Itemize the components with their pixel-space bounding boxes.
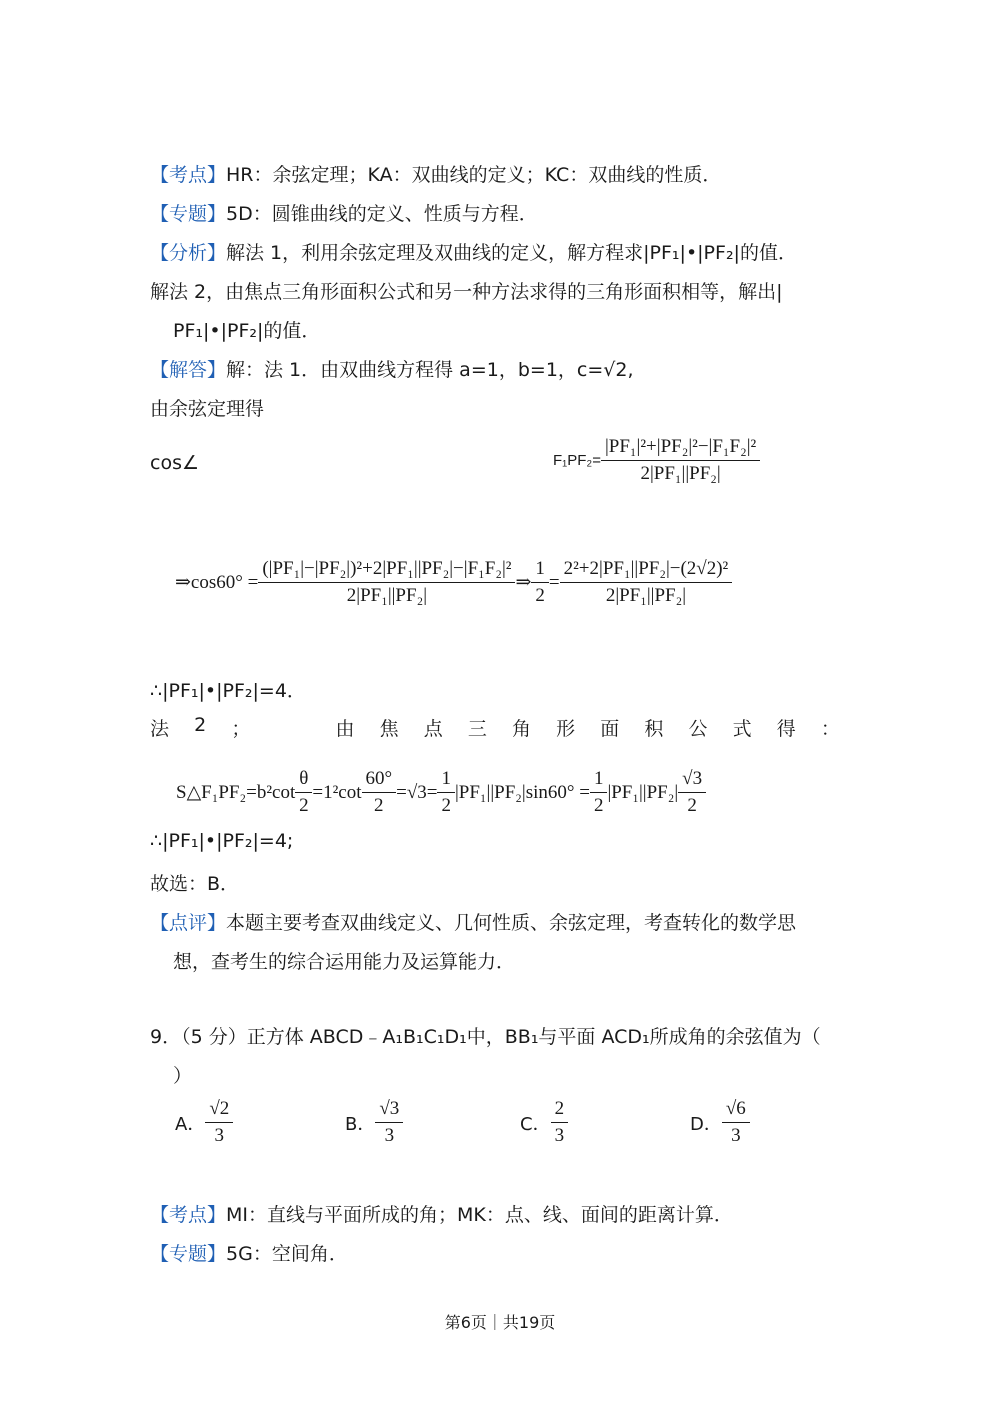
- area-equation: [176, 768, 706, 817]
- area-f1-numerator: θ: [295, 768, 312, 793]
- area-f3-numerator: 1: [437, 768, 455, 793]
- option-numerator: 2: [551, 1098, 569, 1123]
- area-f2-denominator: 2: [374, 795, 384, 816]
- fenxi-line-3: PF₁|•|PF₂|的值．: [173, 320, 321, 342]
- question-9-stem: 9．（5 分）正方体 ABCD﹣A₁B₁C₁D₁中，BB₁与平面 ACD₁所成角的余弦值为（: [150, 1026, 821, 1048]
- eq2-left-numerator: (|PF₁|−|PF₂|)²+2|PF₁||PF₂|−|F₁F₂|²: [258, 558, 515, 583]
- area-f4-numerator: 1: [590, 768, 608, 793]
- area-fraction-1: [295, 768, 312, 817]
- eq2-fraction-left: [258, 558, 515, 607]
- option-numerator: √3: [375, 1098, 403, 1123]
- option-denominator: 3: [731, 1125, 741, 1146]
- fa2-char: 形: [556, 718, 576, 740]
- eq2-lhs: ⇒cos60° =: [175, 572, 259, 593]
- page-footer: 第6页｜共19页: [444, 1313, 556, 1332]
- area-lhs: S△F₁PF₂=b²cot: [176, 782, 296, 803]
- option-denominator: 3: [384, 1125, 395, 1146]
- fenxi-tag: 【分析】: [150, 242, 227, 264]
- option-denominator: 3: [214, 1125, 225, 1146]
- zhuanti-text: 5D：圆锥曲线的定义、性质与方程．: [226, 203, 538, 225]
- dianping-line-2: 想，查考生的综合运用能力及运算能力．: [173, 951, 516, 973]
- kaodian-text: HR：余弦定理；KA：双曲线的定义；KC：双曲线的性质．: [226, 164, 722, 186]
- eq2-equals: =: [548, 571, 560, 593]
- fa2-char: 式: [732, 718, 752, 740]
- area-f2-numerator: 60°: [362, 768, 397, 793]
- area-mid-1: =1²cot: [312, 781, 362, 803]
- jieda-text: 解：法 1．由双曲线方程得 a=1，b=1，c=√2,: [226, 359, 634, 381]
- fa2-char: 得: [776, 718, 796, 740]
- result-2: ∴|PF₁|•|PF₂|=4;: [150, 830, 294, 852]
- fa2-char: 面: [600, 718, 620, 740]
- dianping-text: 本题主要考查双曲线定义、几何性质、余弦定理，考查转化的数学思: [226, 912, 797, 934]
- fa2-char: 三: [467, 718, 487, 740]
- option-label: D．: [690, 1113, 722, 1135]
- option-b[interactable]: [345, 1098, 403, 1147]
- eq2-left-denominator: 2|PF₁||PF₂|: [346, 585, 427, 606]
- fa2-char: 焦: [379, 718, 399, 740]
- fa2-char: 2: [194, 714, 207, 736]
- option-a[interactable]: [175, 1098, 233, 1147]
- option-label: A．: [175, 1113, 206, 1135]
- equation-2: [175, 558, 732, 607]
- eq2-implies: ⇒: [515, 572, 532, 593]
- option-d[interactable]: [690, 1098, 750, 1147]
- fa2-char: 积: [644, 718, 664, 740]
- zhuanti-2-tag: 【专题】: [150, 1243, 227, 1265]
- zhuanti-2-text: 5G：空间角．: [226, 1243, 348, 1265]
- option-fraction: [375, 1098, 403, 1147]
- option-label: B．: [345, 1113, 376, 1135]
- zhuanti-tag: 【专题】: [150, 203, 227, 225]
- option-numerator: √6: [722, 1098, 750, 1123]
- equation-1: [553, 436, 760, 485]
- eq2-half-numerator: 1: [531, 558, 549, 583]
- option-fraction: [551, 1098, 569, 1147]
- fenxi-line: [150, 238, 797, 265]
- area-f4-denominator: 2: [593, 795, 604, 816]
- fa2-char: 由: [335, 718, 355, 740]
- fa2-line: [150, 714, 840, 741]
- area-fraction-2: [362, 768, 397, 817]
- option-denominator: 3: [554, 1125, 565, 1146]
- fa2-char: ；: [231, 718, 251, 740]
- fa2-char: ：: [820, 718, 840, 740]
- kaodian-2-text: MI：直线与平面所成的角；MK：点、线、面间的距离计算．: [226, 1204, 733, 1226]
- eq1-numerator: |PF₁|²+|PF₂|²−|F₁F₂|²: [601, 436, 760, 461]
- area-fraction-3: [437, 768, 455, 817]
- fa2-char: 角: [511, 718, 531, 740]
- area-f5-denominator: 2: [687, 795, 697, 816]
- jieda-tag: 【解答】: [150, 359, 227, 381]
- eq1-fraction: [601, 436, 760, 485]
- option-label: C．: [520, 1113, 551, 1135]
- kaodian-tag: 【考点】: [150, 164, 227, 186]
- cos-label: cos∠: [150, 452, 200, 474]
- eq2-fraction-half: [531, 558, 549, 607]
- option-c[interactable]: [520, 1098, 568, 1147]
- jieda-line: [150, 355, 634, 382]
- area-f5-numerator: √3: [678, 768, 706, 793]
- area-f1-denominator: 2: [299, 795, 309, 816]
- area-mid-4: |PF₁||PF₂|: [607, 781, 679, 803]
- fa2-char: 点: [423, 718, 443, 740]
- eq2-fraction-right: [560, 558, 733, 607]
- area-fraction-4: [590, 768, 608, 817]
- zhuanti-2-line: [150, 1239, 348, 1266]
- option-fraction: [722, 1098, 750, 1147]
- dianping-line: [150, 908, 796, 935]
- kaodian-line: [150, 160, 721, 187]
- zhuanti-line: [150, 199, 538, 226]
- area-mid-3: |PF₁||PF₂|sin60° =: [454, 781, 590, 803]
- eq1-denominator: 2|PF₁||PF₂|: [640, 463, 721, 484]
- answer-line: 故选：B．: [150, 873, 240, 895]
- eq1-lhs: F₁PF₂=: [553, 452, 601, 469]
- fenxi-line-2: 解法 2，由焦点三角形面积公式和另一种方法求得的三角形面积相等，解出|: [150, 281, 783, 303]
- option-numerator: √2: [205, 1098, 233, 1123]
- option-fraction: [205, 1098, 233, 1147]
- area-f3-denominator: 2: [441, 795, 451, 816]
- question-9-close-paren: ）: [173, 1065, 193, 1087]
- fa2-char: 公: [688, 718, 708, 740]
- fa2-char: 法: [150, 718, 170, 740]
- area-mid-2: =√3=: [396, 781, 438, 803]
- fenxi-text: 解法 1，利用余弦定理及双曲线的定义，解方程求|PF₁|•|PF₂|的值．: [226, 242, 797, 264]
- dianping-tag: 【点评】: [150, 912, 227, 934]
- cos-rule-text: 由余弦定理得: [150, 398, 265, 420]
- kaodian-2-line: [150, 1200, 733, 1227]
- eq2-half-denominator: 2: [535, 585, 545, 606]
- area-fraction-5: [678, 768, 706, 817]
- eq2-right-denominator: 2|PF₁||PF₂|: [605, 585, 687, 606]
- result-1: ∴|PF₁|•|PF₂|=4．: [150, 680, 306, 702]
- kaodian-2-tag: 【考点】: [150, 1204, 227, 1226]
- eq2-right-numerator: 2²+2|PF₁||PF₂|−(2√2)²: [560, 558, 733, 583]
